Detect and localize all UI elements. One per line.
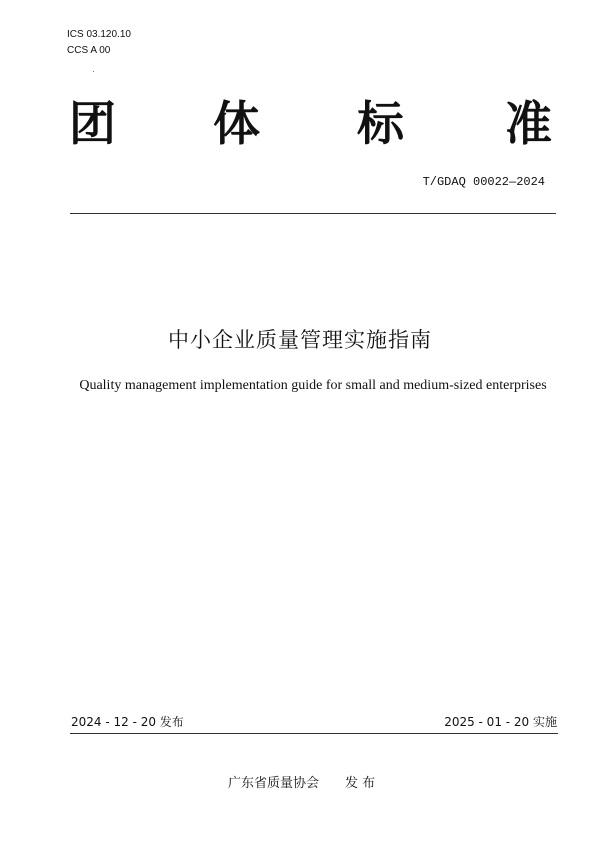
standard-type-char-3: 标: [357, 97, 404, 152]
standard-code: T/GDAQ 00022—2024: [422, 175, 545, 189]
document-title-chinese: 中小企业质量管理实施指南: [168, 328, 432, 352]
issue-date: 2024 - 12 - 20 发布: [71, 715, 184, 729]
top-divider: [70, 213, 556, 214]
issuer-line: [228, 775, 375, 793]
bottom-divider: [70, 733, 558, 734]
scan-dot: [93, 71, 94, 72]
standard-type-char-4: 准: [505, 97, 552, 152]
issuer-name: 广东省质量协会: [228, 776, 320, 791]
issuer-action: 发 布: [345, 776, 376, 791]
ccs-code: CCS A 00: [67, 45, 111, 56]
ics-code: ICS 03.120.10: [67, 29, 131, 40]
standard-type-char-2: 体: [213, 97, 260, 152]
document-title-english: Quality management implementation guide for small and medium-sized enterprises: [79, 378, 547, 393]
implementation-date: 2025 - 01 - 20 实施: [444, 715, 557, 729]
standard-type-char-1: 团: [69, 97, 116, 152]
